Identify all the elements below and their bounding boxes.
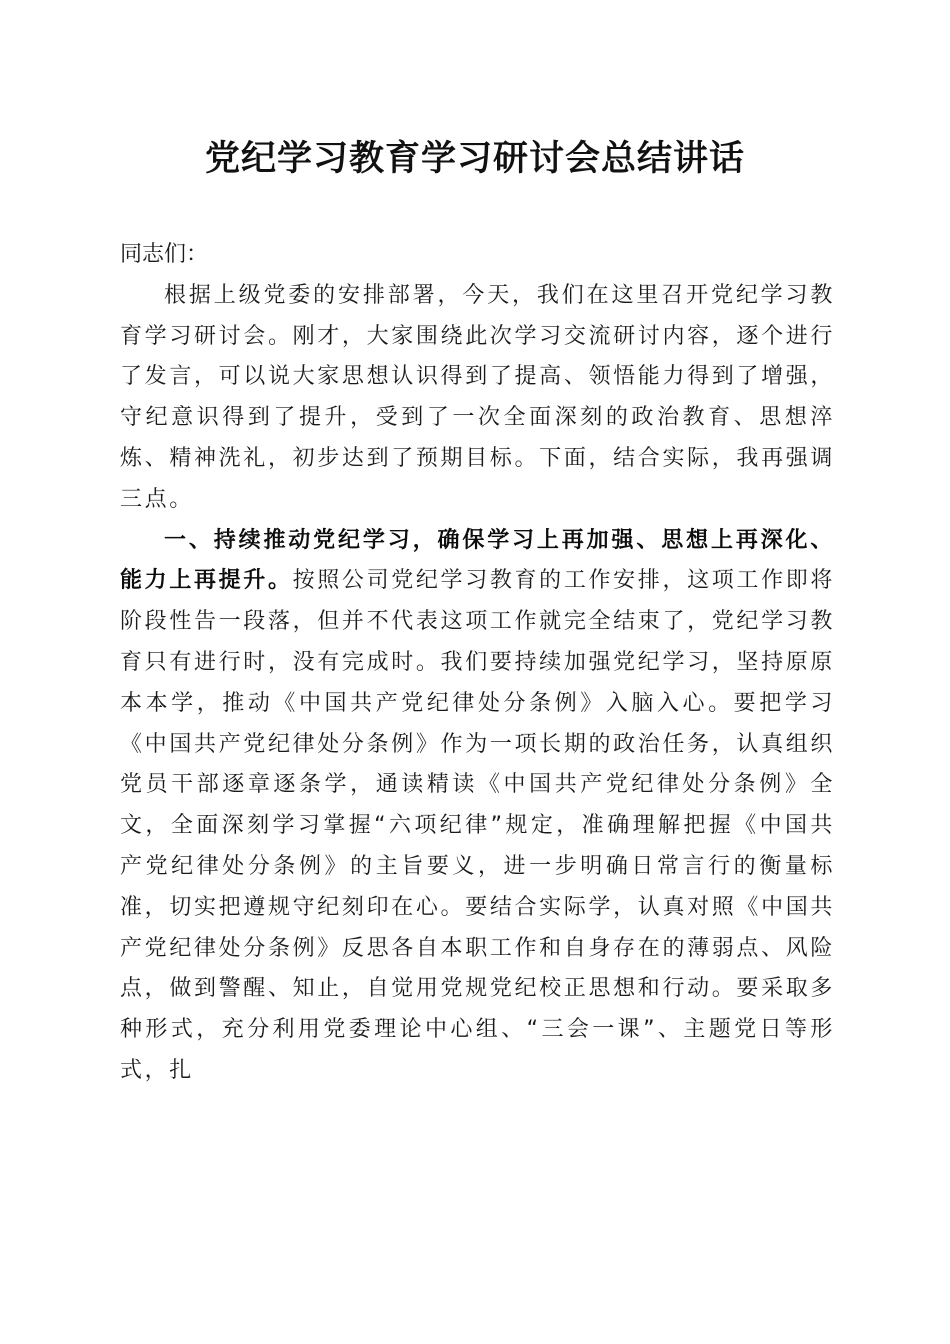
section-one-body: 按照公司党纪学习教育的工作安排，这项工作即将阶段性告一段落，但并不代表这项工作就完全结束了，党纪学习教育只有进行时，没有完成时。我们要持续加强党纪学习，坚持原原本本学，推动《中国共产党纪律处分条例》入脑入心。要把学习《中国共产党纪律处分条例》作为一项长期的政治任务，认真组织党员干部逐章逐条学，通读精读《中国共产党纪律处分条例》全文，全面深刻学习掌握“六项纪律”规定，准确理解把握《中国共产党纪律处分条例》的主旨要义，进一步明确日常言行的衡量标准，切实把遵规守纪刻印在心。要结合实际学，认真对照《中国共产党纪律处分条例》反思各自本职工作和自身存在的薄弱点、风险点，做到警醒、知止，自觉用党规党纪校正思想和行动。要采取多种形式，充分利用党委理论中心组、“三会一课”、主题党日等形式，扎 xyxy=(120,568,836,1083)
section-one-paragraph xyxy=(120,521,835,1092)
section-one-heading: 一、持续推动党纪学习，确保学习上再加强、思想上再深化、能力上再提升。 xyxy=(120,527,835,594)
intro-paragraph: 根据上级党委的安排部署，今天，我们在这里召开党纪学习教育学习研讨会。刚才，大家围绕此次学习交流研讨内容，逐个进行了发言，可以说大家思想认识得到了提高、领悟能力得到了增强，守纪意识得到了提升，受到了一次全面深刻的政治教育、思想淬炼、精神洗礼，初步达到了预期目标。下面，结合实际，我再强调三点。 xyxy=(120,282,835,512)
document-body xyxy=(120,235,835,1092)
salutation: 同志们： xyxy=(120,242,209,267)
document-title: 党纪学习教育学习研讨会总结讲话 xyxy=(204,138,745,179)
